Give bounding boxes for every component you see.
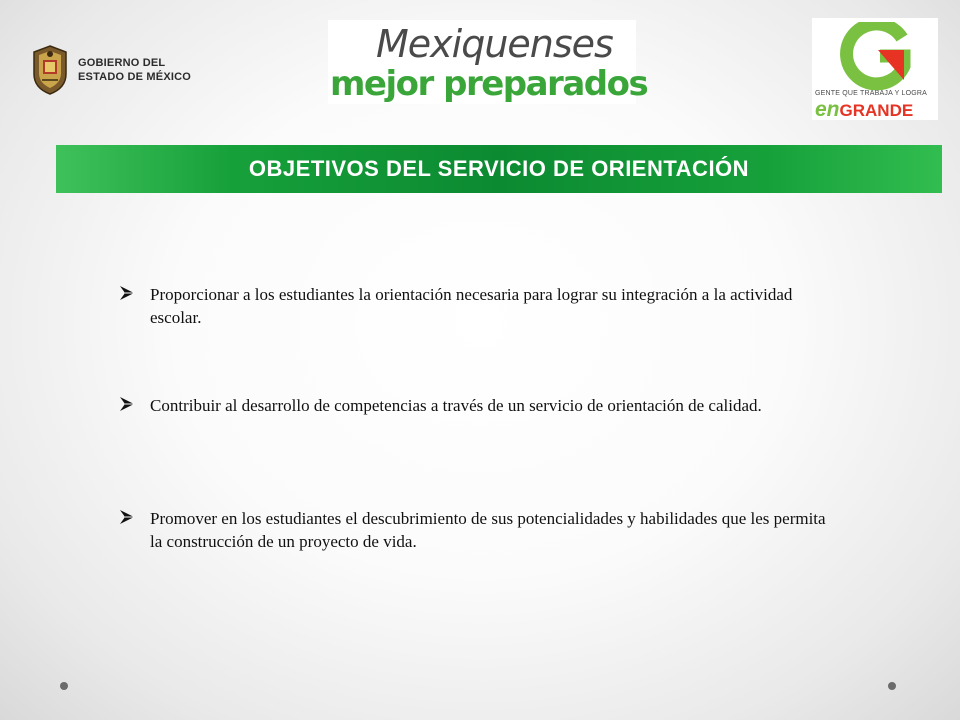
objective-text: Proporcionar a los estudiantes la orientación necesaria para lograr su integración a la actividad escolar.	[150, 285, 793, 327]
gov-logo-line2: ESTADO DE MÉXICO	[78, 71, 192, 83]
campaign-logo-line1: Mexiquenses	[376, 22, 613, 66]
title-bar	[56, 145, 942, 193]
decorative-dot-right	[888, 682, 896, 690]
arrow-bullet-icon	[118, 285, 140, 301]
slide-title: OBJETIVOS DEL SERVICIO DE ORIENTACIÓN	[248, 156, 750, 181]
gobierno-estado-mexico-logo	[30, 40, 220, 100]
objective-text: Contribuir al desarrollo de competencias a través de un servicio de orientación de calidad.	[150, 396, 762, 415]
mexiquenses-mejor-preparados-logo	[328, 20, 648, 104]
engrande-word-main: GRANDE	[839, 101, 914, 120]
campaign-logo-line2: mejor preparados	[330, 64, 648, 104]
objective-item	[118, 283, 838, 329]
decorative-dot-left	[60, 682, 68, 690]
engrande-tagline: GENTE QUE TRABAJA Y LOGRA	[815, 90, 927, 97]
objective-item	[118, 507, 838, 553]
engrande-wordmark	[815, 98, 913, 122]
objective-item	[118, 394, 838, 417]
arrow-bullet-icon	[118, 509, 140, 525]
objective-text: Promover en los estudiantes el descubrimiento de sus potencialidades y habilidades que les permita la construcción de un proyecto de vida.	[150, 509, 826, 551]
engrande-word-prefix: en	[815, 98, 840, 121]
engrande-logo	[812, 18, 938, 120]
letter-g-logo-icon	[840, 22, 912, 92]
arrow-bullet-icon	[118, 396, 140, 412]
gov-logo-line1: GOBIERNO DEL	[78, 57, 166, 69]
state-coat-of-arms-icon	[30, 44, 70, 96]
